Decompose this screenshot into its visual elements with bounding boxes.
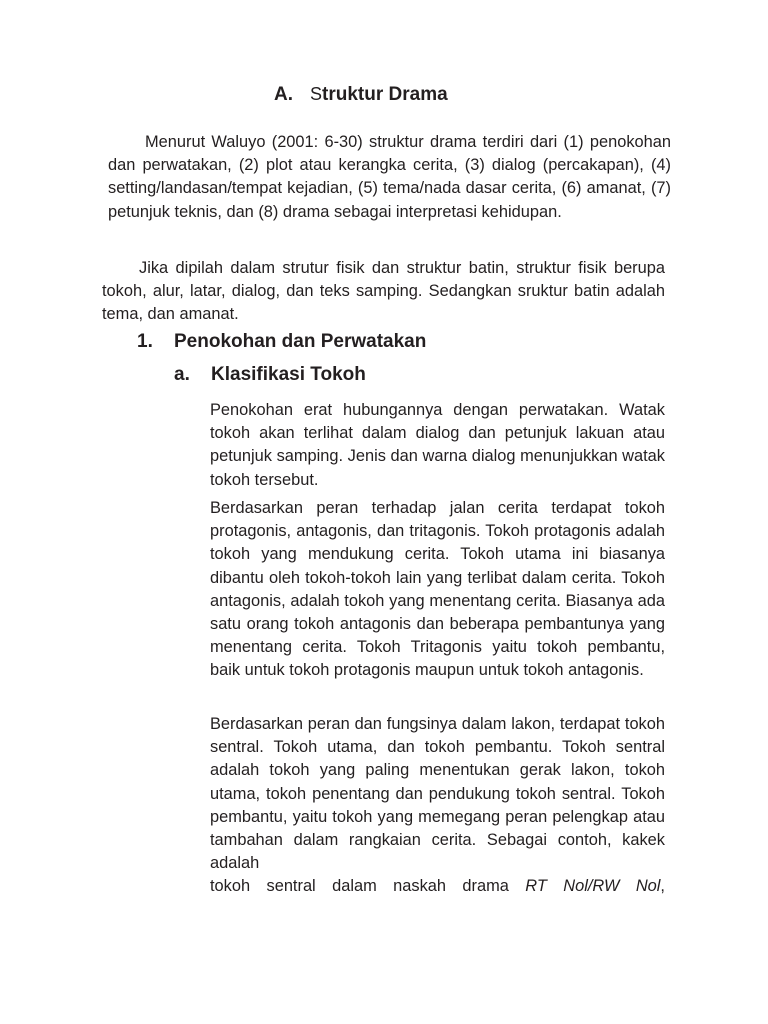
body-paragraph-3 <box>210 713 665 899</box>
body-paragraph-2: Berdasarkan peran terhadap jalan cerita terdapat tokoh protagonis, antagonis, dan tritagonis. Tokoh protagonis adalah tokoh yang mendukung cerita. Tokoh utama ini biasanya dibantu oleh tokoh-tokoh lain yang terlibat dalam cerita. Tokoh antagonis, adalah tokoh yang menentang cerita. Biasanya ada satu orang tokoh antagonis dan beberapa pembantunya yang menentang cerita. Tokoh Tritagonis yaitu tokoh pembantu, baik untuk tokoh protagonis maupun untuk tokoh antagonis. <box>210 499 665 680</box>
body-paragraph-3-main: Berdasarkan peran dan fungsinya dalam lakon, terdapat tokoh sentral. Tokoh utama, dan tokoh pembantu. Tokoh sentral adalah tokoh yang paling menentukan gerak lakon, tokoh utama, tokoh penentang dan pendukung tokoh sentral. Tokoh pembantu, yaitu tokoh yang memegang peran pelengkap atau tambahan dalam rangkaian cerita. Sebagai contoh, kakek adalah <box>210 715 665 873</box>
drama-title: RT Nol/RW Nol <box>525 877 661 896</box>
section-heading <box>274 84 448 106</box>
subsection-title: Penokohan dan Perwatakan <box>174 331 427 352</box>
section-title-first-letter: S <box>310 84 323 104</box>
section-title: truktur Drama <box>322 84 448 105</box>
intro-paragraph-1: Menurut Waluyo (2001: 6-30) struktur drama terdiri dari (1) penokohan dan perwatakan, (2) plot atau kerangka cerita, (3) dialog (percakapan), (4) setting/landasan/tempat kejadian, (5) tema/nada dasar cerita, (6) amanat, (7) petunjuk teknis, dan (8) drama sebagai interpretasi kehidupan. <box>108 133 671 221</box>
subsubsection-title: Klasifikasi Tokoh <box>211 364 366 385</box>
body-paragraph-3-prefix: tokoh sentral dalam naskah drama <box>210 877 526 896</box>
intro-paragraph-2: Jika dipilah dalam strutur fisik dan struktur batin, struktur fisik berupa tokoh, alur, latar, dialog, dan teks samping. Sedangkan sruktur batin adalah tema, dan amanat. <box>102 259 665 324</box>
body-paragraph-3-suffix: , <box>660 877 665 896</box>
subsection-heading <box>137 331 426 353</box>
subsection-number: 1. <box>137 331 153 352</box>
body-paragraph-3-last-line <box>210 875 665 898</box>
subsubsection-heading <box>174 364 366 386</box>
subsubsection-letter: a. <box>174 364 190 385</box>
section-label: A. <box>274 84 293 105</box>
body-paragraph-1: Penokohan erat hubungannya dengan perwatakan. Watak tokoh akan terlihat dalam dialog dan petunjuk lakuan atau petunjuk samping. Jenis dan warna dialog menunjukkan watak tokoh tersebut. <box>210 401 665 489</box>
